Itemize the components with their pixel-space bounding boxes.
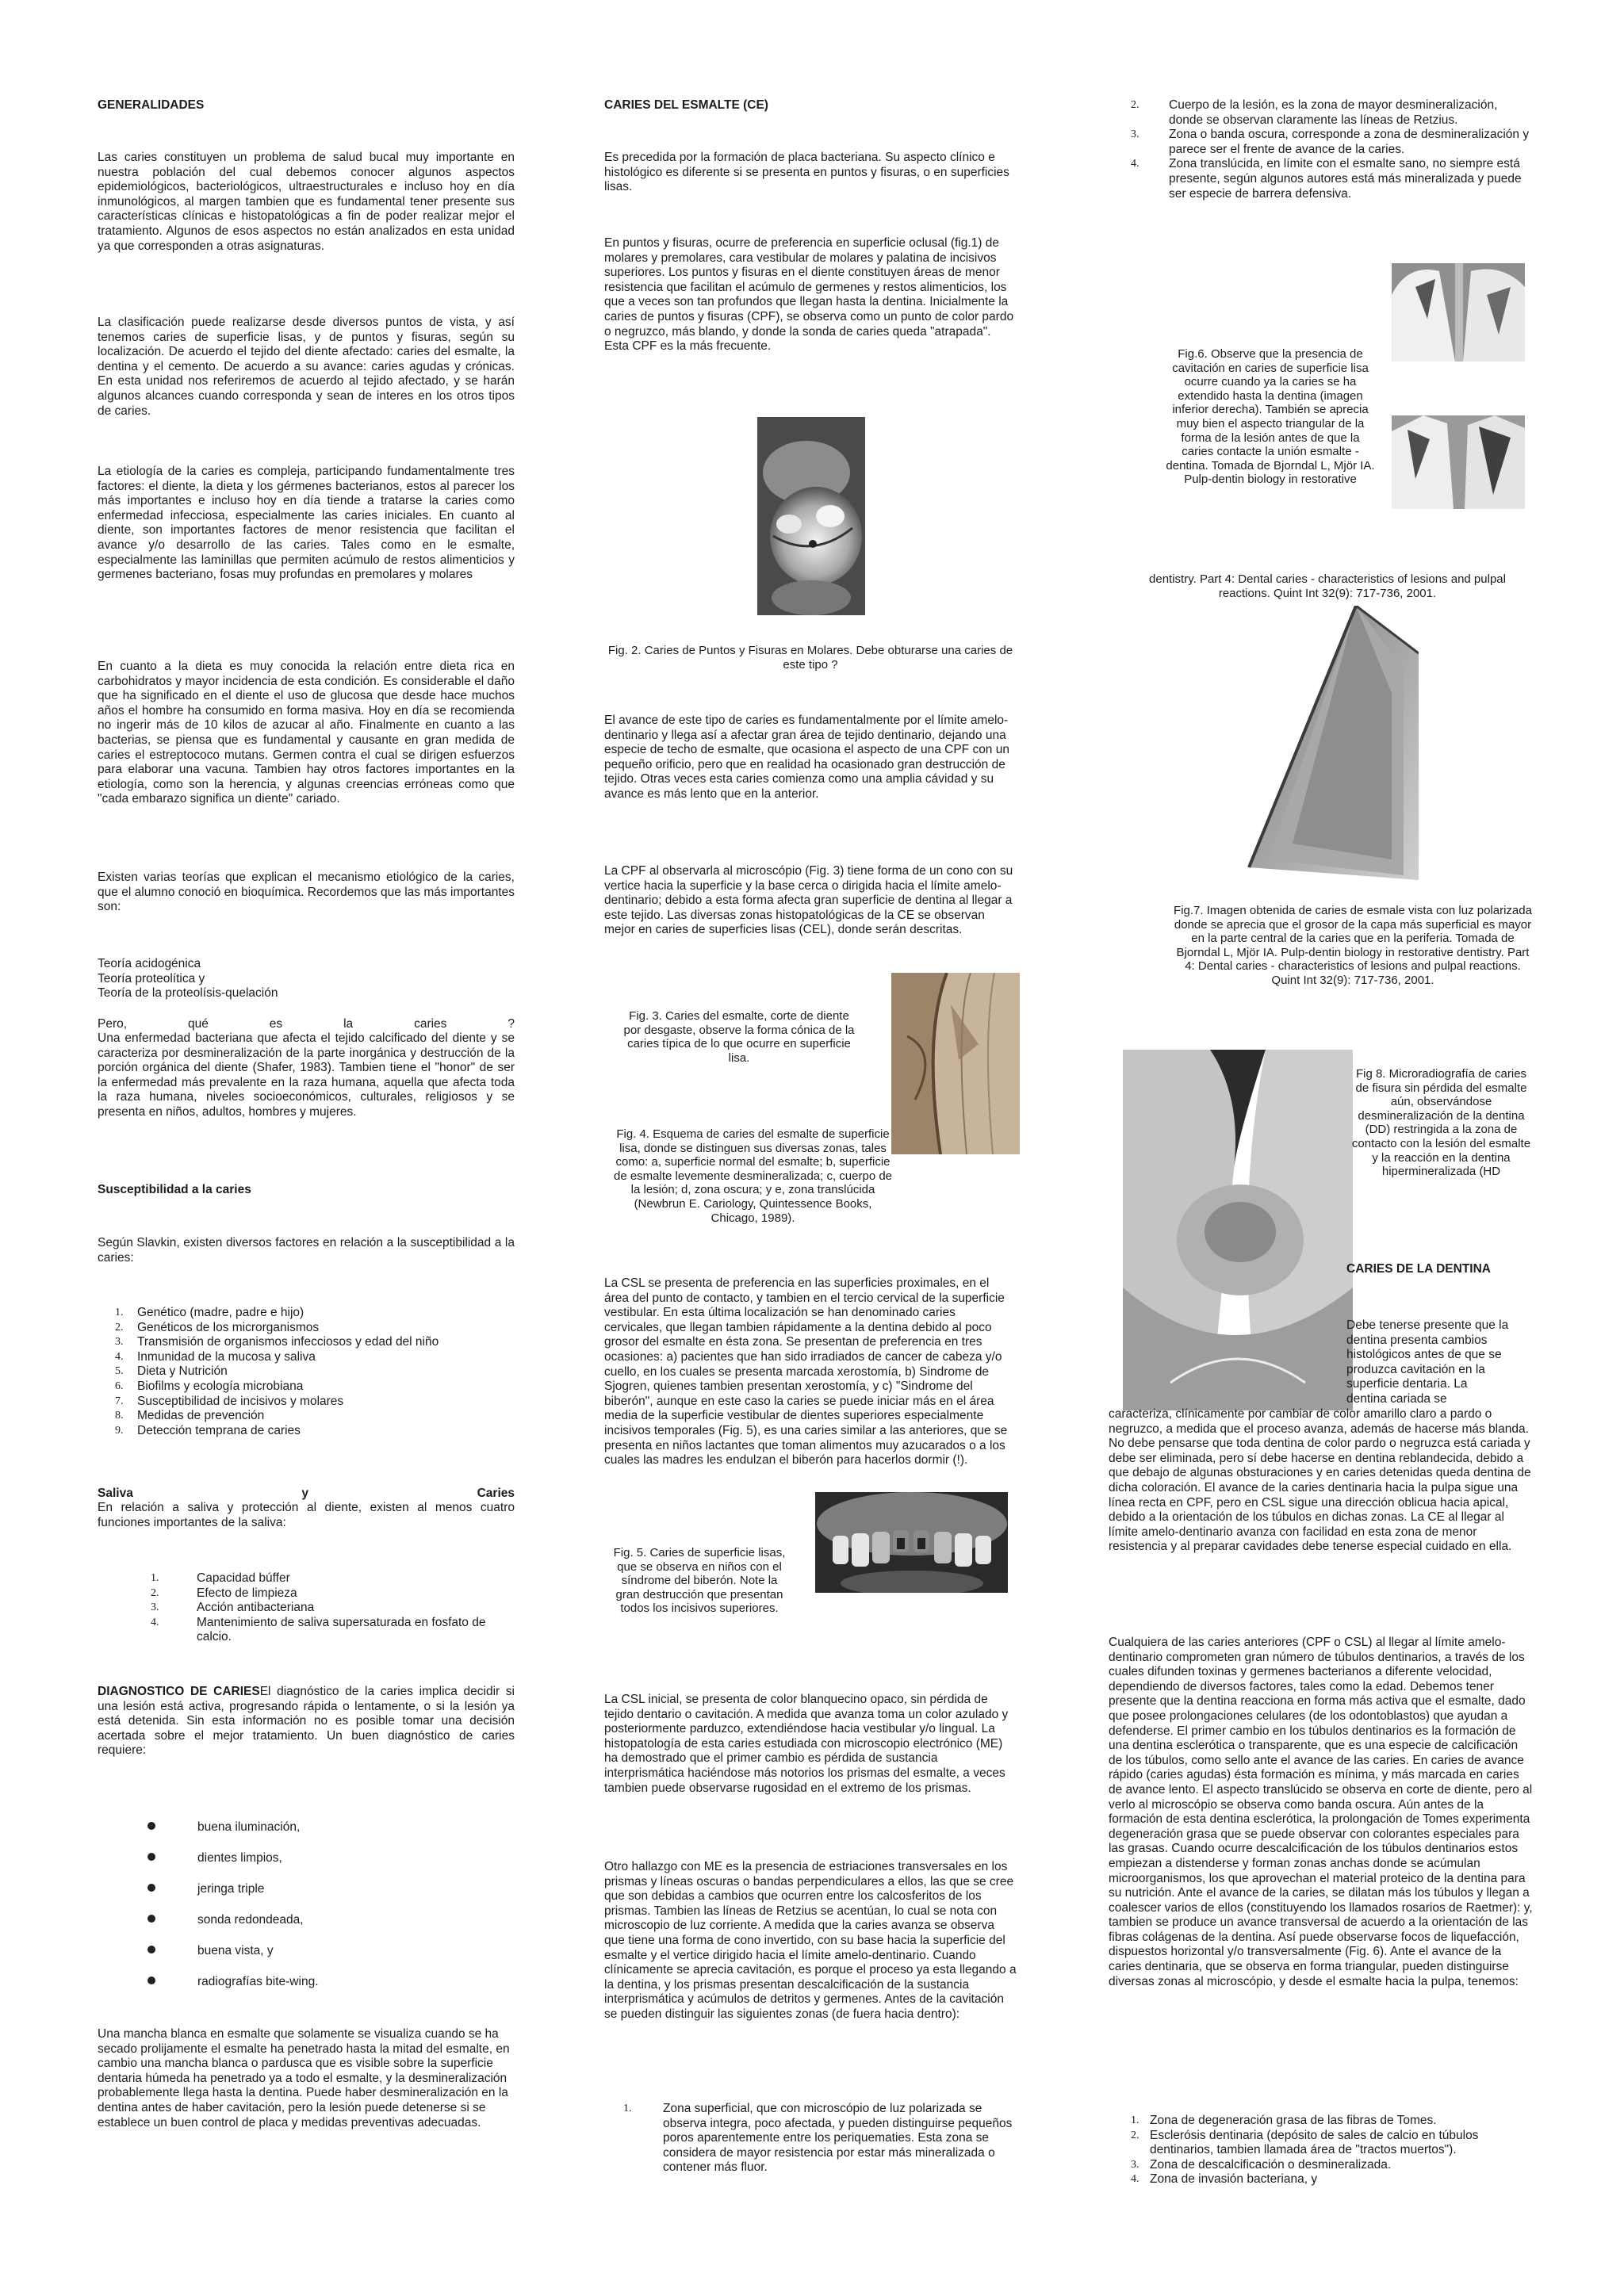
paragraph-csl: La CSL se presenta de preferencia en las superficies proximales, en el área del punto de contacto, y tambien en el tercio cervical de la superficie vestibular. En esta última localización se han denominado caries cervicales, que llegan tambien rápidamente a la dentina debido al poco grosor del esmalte en ésta zona. Se presentan de preferencia en tres ocasiones: a) pacientes que han sido irradiados de cancer de cabeza y/o cuello, en los cuales se presenta marcada xerostomía, b) Sindrome de Sjogren, quienes tambien presentan xerostomía, y c) "Sindrome del biberón", aunque en este caso la caries se puede iniciar más en el área media de la superficie vestibular de dientes superiores especialmente incisivos temporales (Fig. 5), es una caries similar a las anteriores, que se presenta en niños lactantes que toman alimentos muy azucarados o a los cuales las madres les endulzan el biberón para hacerlos dormir (!). (604, 1276, 1008, 1468)
list-item: 3. Zona de descalcificación o desmineralizada. (1131, 2157, 1392, 2172)
list-item: buena vista, y (98, 1944, 515, 1975)
paragraph-diagnostico: DIAGNOSTICO DE CARIESEl diagnóstico de la caries implica decidir si una lesión está activa, progresando rápida o lentamente, o si la lesión ya está detenida. Sin esta información no es posible tomar una decisión acertada sobre el mejor tratamiento. Un buen diagnóstico de caries requiere: (98, 1685, 515, 1758)
list-item: dientes limpios, (98, 1851, 515, 1882)
paragraph-csl-inicial: La CSL inicial, se presenta de color blanquecino opaco, sin pérdida de tejido dentario o cavitación. A medida que avanza toma un color azulado y posteriormente parduzco, extendiéndose hacia vestibular y/o lingual. La histopatología de esta caries estudiada con microscopio electrónico (ME) ha demostrado que el primer cambio es pérdida de sustancia interprismática haciéndose más notorios los prismas del esmalte, a veces tambien puede observarse rugosidad en el extremo de los prismas. (604, 1693, 1009, 1795)
list-item: 4. Zona translúcida, en límite con el esmalte sano, no siempre está presente, según algunos autores está más mineralizada y puede ser especie de barrera defensiva. (1131, 157, 1522, 201)
paragraph-mancha-blanca: Una mancha blanca en esmalte que solamente se visualiza cuando se ha secado prolijamente el esmalte ha penetrado hasta la mitad del esmalte, en cambio una mancha blanca o pardusca que es visible sobre la superficie dentaria húmeda ha penetrado ya a todo el esmalte, y la desmineralización probablemente llega hasta la dentina. Puede haber desmineralización en la dentina antes de haber cavitación, pero la lesión puede detenerse si se establece un buen control de placa y medidas preventivas adecuadas. (98, 2027, 510, 2130)
list-item: radiografías bite-wing. (98, 1975, 515, 2006)
theory-item: Teoría de la proteolísis-quelación (98, 986, 278, 1001)
theories-list (98, 957, 515, 1001)
question-line: Pero, qué es la caries ? (98, 1017, 515, 1031)
heading-caries-dentina: CARIES DE LA DENTINA (1346, 1262, 1491, 1276)
paragraph-cpf-microscopio: La CPF al observarla al microscópio (Fig. 3) tiene forma de un cono con su vertice hacia la superficie y la base cerca o dirigida hacia el límite amelo-dentinario; debido a esta forma afecta gran superficie de dentina al llegar a este tejido. Las diversas zonas histopatológicas de la CE se observan mejor en caries de superficies lisas (CEL), donde serán descritas. (604, 864, 1013, 937)
list-item: 6. Biofilms y ecología microbiana (115, 1379, 304, 1393)
fig4-caption: Fig. 4. Esquema de caries del esmalte de superficie lisa, donde se distinguen sus diversas zonas, tales como: a, superficie normal del esmalte; b, superficie de esmalte levemente desmineralizada; c, cuerpo de la lesión; d, zona oscura; y e, zona translúcida (Newbrun E. Cariology, Quintessence Books, Chicago, 1989). (613, 1127, 893, 1225)
factors-list (98, 1306, 515, 1438)
list-item: 2. Efecto de limpieza (151, 1586, 297, 1600)
fig6-bottom-photo (1392, 415, 1525, 509)
paragraph-dentina-start: Debe tenerse presente que la dentina presenta cambios histológicos antes de que se produzca cavitación en la superficie dentaria. La dentina cariada se (1346, 1318, 1509, 1406)
fig6-caption: Fig.6. Observe que la presencia de cavitación en caries de superficie lisa ocurre cuando ya la caries se ha extendido hasta la dentina (imagen inferior derecha). También se aprecia muy bien el aspecto triangular de la forma de la lesión antes de que la caries contacte la unión esmalte - dentina. Tomada de Bjorndal L, Mjör IA. Pulp-dentin biology in restorative (1166, 347, 1375, 487)
list-item: buena iluminación, (98, 1820, 515, 1851)
list-item: 4. Inmunidad de la mucosa y saliva (115, 1349, 316, 1364)
paragraph-clasificacion: La clasificación puede realizarse desde diversos puntos de vista, y así tenemos caries de superficie lisas, y de puntos y fisuras, según su localización. De acuerdo el tejido del diente afectado: caries del esmalte, la dentina y el cemento. De acuerdo a su avance: caries agudas y crónicas. En esta unidad nos referiremos de acuerdo al tejido afectado, y se harán algunos alcances cuando corresponda y sean de interes en los otros tipos de caries. (98, 316, 515, 418)
fig5-baby-bottle-caries-photo (815, 1492, 1008, 1593)
list-item: 1. Zona de degeneración grasa de las fibras de Tomes. (1131, 2114, 1437, 2127)
fig3-fig4-section-photo (891, 973, 1020, 1154)
fig8-caption: Fig 8. Microradiografía de caries de fisura sin pérdida del esmalte aún, observándose desmineralización de la dentina (DD) restringida a la zona de contacto con la lesión del esmalte y la reacción en la dentina hipermineralizada (HD (1351, 1067, 1531, 1179)
fig6-top-photo (1392, 263, 1525, 362)
paragraph-generalidades-1: Las caries constituyen un problema de salud bucal muy importante en nuestra población del cual debemos conocer algunos aspectos epidemiológicos, bacteriológicos, ultraestructurales e incluso hoy en día inmunológicos, al margen tambien que es fundamental tener presente sus características clínicas e histopatológicas a fin de poder realizar mejor el tratamiento. Algunos de esos aspectos no están analizados en esta unidad ya que corresponden a otras asignaturas. (98, 151, 515, 253)
fig6-caption-tail: dentistry. Part 4: Dental caries - characteristics of lesions and pulpal reactions. Quint Int 32(9): 717-736, 2001. (1149, 572, 1506, 600)
list-item: 2. Cuerpo de la lesión, es la zona de mayor desmineralización, donde se observan claramente las líneas de Retzius. (1131, 98, 1498, 127)
heading-saliva-caries: Saliva y Caries (98, 1487, 515, 1500)
enamel-zones-list-start (604, 2102, 1017, 2175)
paragraph-teorias: Existen varias teorías que explican el mecanismo etiológico de la caries, que el alumno conoció en bioquímica. Recordemos que las más importantes son: (98, 871, 515, 914)
paragraph-slavkin: Según Slavkin, existen diversos factores en relación a la susceptibilidad a la caries: (98, 1236, 515, 1265)
list-item: 9. Detección temprana de caries (115, 1423, 301, 1437)
saliva-functions-list (98, 1571, 515, 1645)
paragraph-tubulos: Cualquiera de las caries anteriores (CPF o CSL) al llegar al límite amelo-dentinario comprometen gran número de túbulos dentinarios, a través de los cuales difunden toxinas y germenes bacterianos a diferente velocidad, dependiendo de diversos factores, tales como la edad. Debemos tener presente que la dentina reacciona en forma más activa que el esmalte, dado que posee prolongaciones celulares (de los odontoblastos) que ayudan a defenderse. El primer cambio en los túbulos dentinarios es la formación de una dentina esclerótica o transparente, que es una especie de calcificación de los túbulos, como sello ante el avance de las caries. En caries de avance rápido (caries agudas) ésta formación es mínima, y más marcada en caries de avance lento. El aspecto translúcido se observa en corte de diente, pero al verlo al microscópio se observa como banda oscura. Aún antes de la formación de esta dentina esclerótica, la prolongación de Tomes experimenta degeneración grasa que se puede observar con colorantes especiales para las grasas. Cuando ocurre descalcificación de los túbulos dentinarios estos empiezan a distenderse y forman zonas anchas donde se acúmulan microorganismos, los que aprovechan el material proteico de la dentina para su nutrición. Ante el avance de la caries, se dilatan más los túbulos y llegan a coalescer varios de ellos (constituyendo los llamados rosarios de Raetmer): y, tambien se produce un avance transversal de acuerdo a la orientación de las fibras colágenas de la dentina. Así puede observarse focos de liquefacción, dispuestos horizontal y/o transversalmente (Fig. 6). Ante el avance de la caries dentinaria, que se observa en forma triangular, pueden distinguirse diversas zonas al microscópio, y desde el esmalte hacia la pulpa, tenemos: (1109, 1636, 1533, 1988)
paragraph-ce-intro: Es precedida por la formación de placa bacteriana. Su aspecto clínico e histológico es diferente si se presenta en puntos y fisuras, o en superficies lisas. (604, 151, 1009, 194)
list-item: 1. Capacidad búffer (151, 1571, 290, 1585)
dentin-zones-list (1109, 2114, 1534, 2187)
heading-generalidades: GENERALIDADES (98, 98, 205, 112)
paragraph-dentina-rest: caracteriza, clínicamente por cambiar de color amarillo claro a pardo o negruzco, a medida que el proceso avanza, además de hacerse más blanda. No debe pensarse que toda dentina de color pardo o negruzca está cariada y debe ser eliminada, pero sí debe hacerse en dentina reblandecida, debido a que debajo de algunas obsturaciones y en caries detenidas queda dentina de dicha coloración. El avance de la caries dentinaria hacia la pulpa sigue una línea recta en CPF, pero en CSL sigue una dirección oblicua hacia apical, debido a la orientación de los túbulos en dichas zonas. La CE al llegar al límite amelo-dentinario avanza con facilidad en esta zona de menor resistencia y al preparar cavidades debe tenerse especial cuidado en ella. (1109, 1407, 1531, 1554)
enamel-zones-list-cont (1109, 98, 1534, 201)
list-item: 1. Zona superficial, que con microscópio de luz polarizada se observa integra, poco afectada, y pueden distinguirse pequeños poros aparentemente entre los periquematies. Esta zona se considera de mayor resistencia por estar más mineralizada o contener más fluor. (623, 2102, 1013, 2175)
list-item: 3. Zona o banda oscura, corresponde a zona de desmineralización y parece ser el frente de avance de la caries. (1131, 128, 1530, 156)
paragraph-dieta: En cuanto a la dieta es muy conocida la relación entre dieta rica en carbohidratos y mayor incidencia de esta condición. Es considerable el daño que ha significado en el diente el uso de glucosa que desde hace muchos años el hombre ha consumido en forma masiva. Hoy en día se recomienda no ingerir más de 10 kilos de azucar al año. Finalmente en cuanto a las bacterias, se piensa que es fundamental y causante en gran medida de caries el estreptococo mutans. Germen contra el cual se dirigen esfuerzos para elaborar una vacuna. Tambien hay otros factores importantes en la etiología, como son la herencia, y algunas creencias erróneas como que "cada embarazo significa un diente" cariado. (98, 660, 515, 806)
theory-item: Teoría proteolítica y (98, 971, 205, 985)
theory-item: Teoría acidogénica (98, 957, 201, 970)
fig7-polarized-photo (1245, 606, 1419, 880)
list-item: 3. Acción antibacteriana (151, 1601, 315, 1615)
paragraph-avance: El avance de este tipo de caries es fundamentalmente por el límite amelo-dentinario y llega así a afectar gran área de tejido dentinario, dejando una especie de techo de esmalte, que ocasiona el aspecto de una CPF con un pequeño orificio, pero que en realidad ha ocasionado gran destrucción de tejido. Otras veces esta caries comienza como una amplia cávidad y su avance es más lento que en la anterior. (604, 714, 1009, 801)
fig5-caption: Fig. 5. Caries de superficie lisas, que se observa en niños con el síndrome del biberón. Note la gran destrucción que presentan todos los incisivos superiores. (613, 1546, 786, 1616)
list-item: sonda redondeada, (98, 1913, 515, 1944)
list-item: 8. Medidas de prevención (115, 1409, 265, 1423)
fig2-caption: Fig. 2. Caries de Puntos y Fisuras en Molares. Debe obturarse una caries de este tipo ? (607, 644, 1013, 672)
list-item: 4. Mantenimiento de saliva supersaturada en fosfato de calcio. (151, 1615, 486, 1644)
heading-diagnostico: DIAGNOSTICO DE CARIES (98, 1685, 260, 1698)
fig2-molar-photo (757, 417, 865, 615)
paragraph-etiologia: La etiología de la caries es compleja, participando fundamentalmente tres factores: el diente, la dieta y los gérmenes bacterianos, estos al parecer los más importantes e incluso hoy en día tiende a tratarse la caries como enfermedad infecciosa, especialmente las caries iniciales. En cuanto al diente, son importantes factores de menor resistencia que facilitan el avance y/o desarrollo de las caries. Tales como en le esmalte, especialmente las laminillas que permiten acúmulo de restos alimenticios y germenes bacteriano, fosas muy profundas en premolares y molares (98, 465, 515, 582)
fig3-caption: Fig. 3. Caries del esmalte, corte de diente por desgaste, observe la forma cónica de la caries típica de lo que ocurre en superficie lisa. (623, 1009, 855, 1065)
list-item: jeringa triple (98, 1882, 515, 1913)
paragraph-saliva: En relación a saliva y protección al diente, existen al menos cuatro funciones importantes de la saliva: (98, 1501, 515, 1529)
requirements-list (98, 1820, 515, 2006)
list-item: 7. Susceptibilidad de incisivos y molares (115, 1394, 344, 1408)
list-item: 5. Dieta y Nutrición (115, 1364, 228, 1379)
list-item: 2. Esclerósis dentinaria (depósito de sales de calcio en túbulos dentinarios, tambien llamada área de "tractos muertos"). (1131, 2128, 1479, 2157)
list-item: 3. Transmisión de organismos infecciosos y edad del niño (115, 1335, 439, 1349)
list-item: 4. Zona de invasión bacteriana, y (1131, 2172, 1318, 2187)
fig8-microradiograph (1123, 1050, 1353, 1410)
paragraph-definicion: Una enfermedad bacteriana que afecta el tejido calcificado del diente y se caracteriza por desmineralización de la parte inorgánica y destrucción de la porción orgánica del diente (Shafer, 1983). Tambien tiene el "honor" de ser la enfermedad más prevalente en la raza humana, aquella que afecta toda la raza humana, niveles socioeconómicos, culturales, religiosos y se presenta en niños, adultos, hombres y mujeres. (98, 1031, 515, 1119)
list-item: 1. Genético (madre, padre e hijo) (115, 1306, 304, 1319)
heading-caries-esmalte: CARIES DEL ESMALTE (CE) (604, 98, 768, 112)
heading-susceptibilidad: Susceptibilidad a la caries (98, 1183, 251, 1196)
paragraph-puntos-fisuras: En puntos y fisuras, ocurre de preferencia en superficie oclusal (fig.1) de molares y premolares, cara vestibular de molares y palatina de incisivos superiores. Los puntos y fisuras en el diente constituyen áreas de menor resistencia que facilitan el acúmulo de germenes y restos alimenticios, los que a veces son tan profundos que llegan hasta la dentina. Inicialmente la caries de puntos y fisuras (CPF), se observa como un punto de color pardo o negruzco, más blando, y donde la sonda de caries queda "atrapada". Esta CPF es la más frecuente. (604, 236, 1014, 354)
paragraph-hallazgo-me: Otro hallazgo con ME es la presencia de estriaciones transversales en los prismas y líneas oscuras o bandas perpendiculares a ellos, las que se cree que son debidas a cambios que ocurren entre los calcosferitos de los prismas. Tambien las líneas de Retzius se acentúan, lo cual se nota con microscopio de luz corriente. A medida que la caries avanza se observa que tiene una forma de cono invertido, con su base hacia la superficie del esmalte y el vertice dirigido hacia el límite amelo-dentinario. Cuando clínicamente se aprecia cavitación, es porque el proceso ya esta llegando a la dentina, y los prismas presentan descalcificación de la sustancia interprismática y acúmulos de detritos y germenes. Antes de la cavitación se pueden distinguir las siguientes zonas (de fuera hacia dentro): (604, 1860, 1017, 2021)
fig7-caption: Fig.7. Imagen obtenida de caries de esmale vista con luz polarizada donde se aprecia que el grosor de la capa más superficial es mayor en la parte central de la caries que en la periferia. Tomada de Bjorndal L, Mjör IA. Pulp-dentin biology in restorative dentistry. Part 4: Dental caries - characteristics of lesions and pulpal reactions. Quint Int 32(9): 717-736, 2001. (1174, 904, 1532, 987)
list-item: 2. Genéticos de los microrganismos (115, 1320, 320, 1334)
